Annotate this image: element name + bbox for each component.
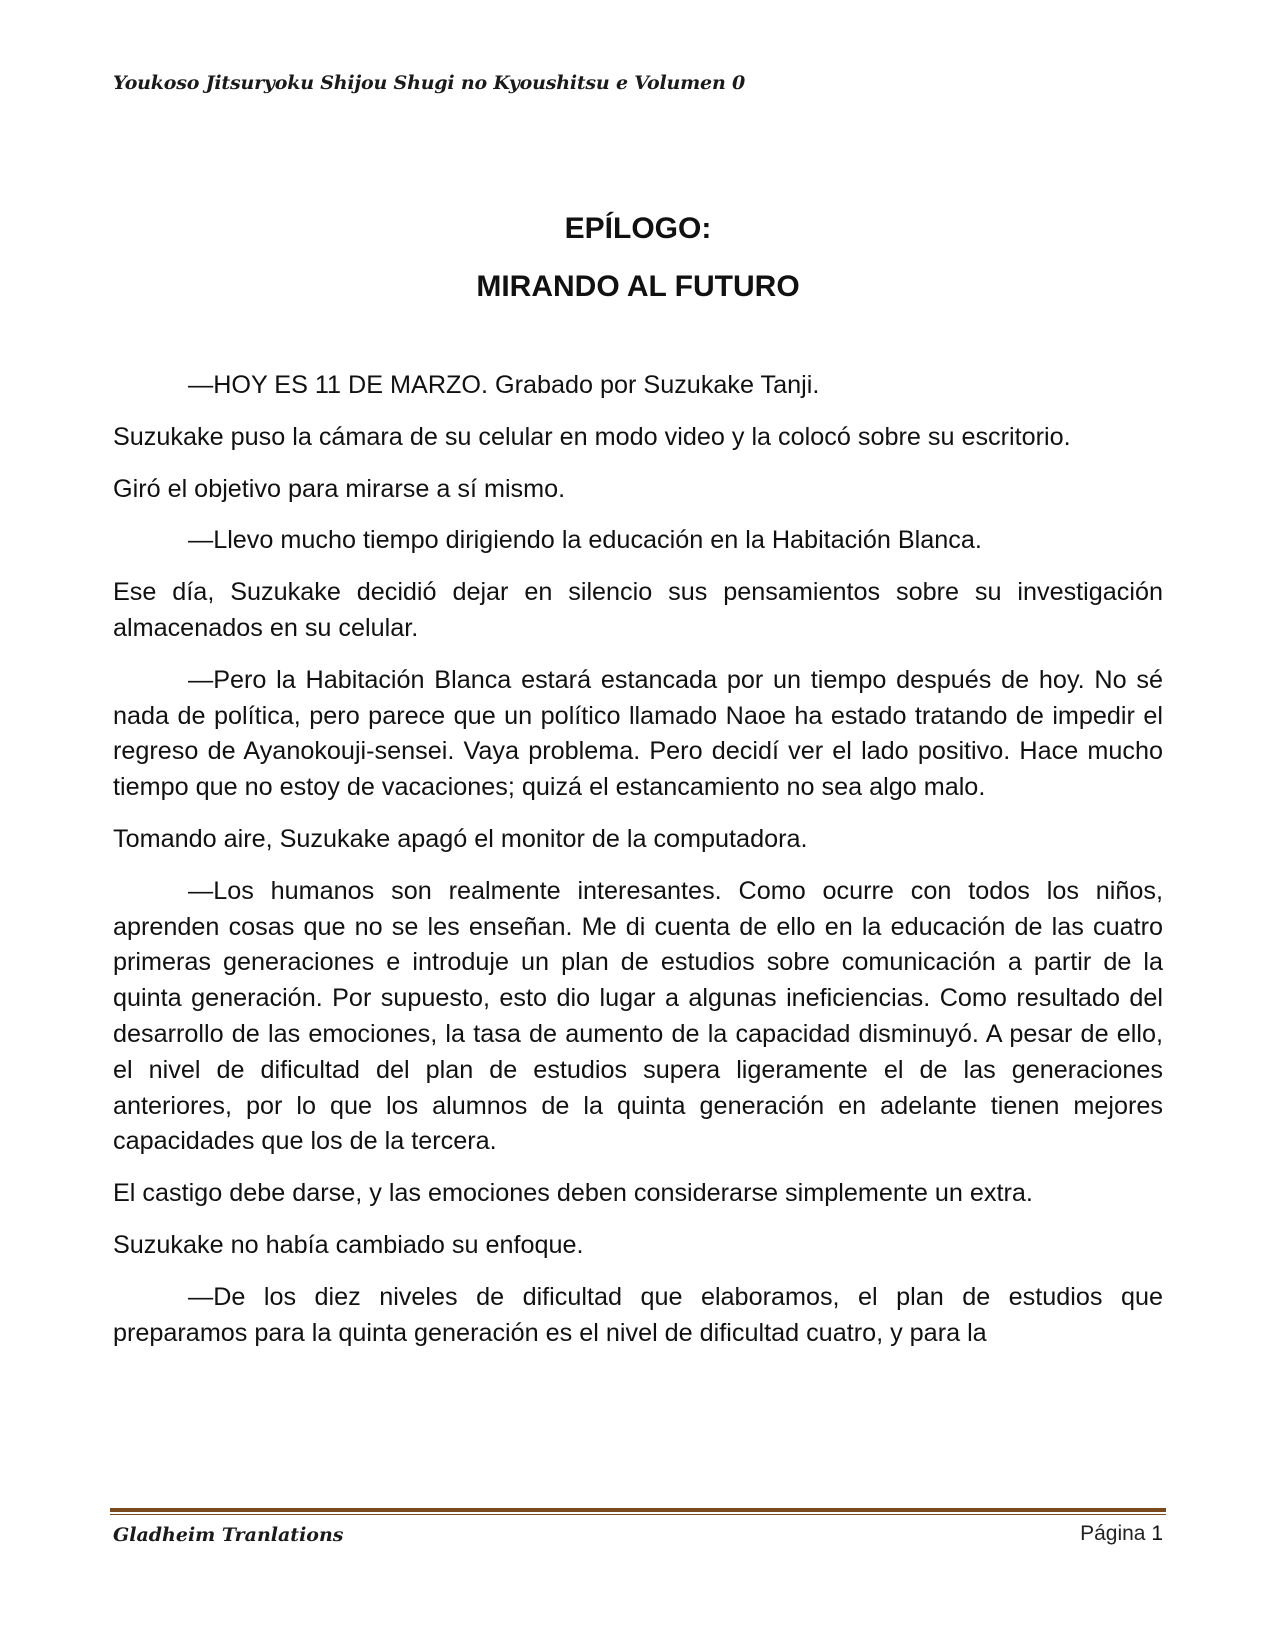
paragraph: El castigo debe darse, y las emociones deben considerarse simplemente un extra.: [113, 1179, 1033, 1208]
footer-divider-thick: [110, 1508, 1166, 1512]
paragraph: Ese día, Suzukake decidió dejar en silencio sus pensamientos sobre su investigación almacenados en su celular.: [113, 578, 1163, 642]
footer-publisher: Gladheim Tranlations: [113, 1524, 344, 1546]
footer-divider-thin: [110, 1514, 1166, 1515]
running-header: Youkoso Jitsuryoku Shijou Shugi no Kyoushitsu e Volumen 0: [113, 72, 745, 94]
paragraph: Tomando aire, Suzukake apagó el monitor de la computadora.: [113, 824, 808, 853]
chapter-title: [113, 200, 1163, 316]
chapter-title-line-2: MIRANDO AL FUTURO: [476, 270, 800, 303]
paragraph: —Pero la Habitación Blanca estará estancada por un tiempo después de hoy. No sé nada de política, pero parece que un político llamado Naoe ha estado tratando de impedir el regreso de Ayanokouji-sensei. Vaya problema. Pero decidí ver el lado positivo. Hace mucho tiempo que no estoy de vacaciones; quizá el estancamiento no sea algo malo.: [113, 665, 1163, 802]
paragraph: —Llevo mucho tiempo dirigiendo la educación en la Habitación Blanca.: [188, 526, 982, 555]
footer-divider: [110, 1508, 1166, 1515]
paragraph: —De los diez niveles de dificultad que elaboramos, el plan de estudios que preparamos para la quinta generación es el nivel de dificultad cuatro, y para la: [113, 1282, 1163, 1347]
page-label: Página: [1080, 1522, 1146, 1545]
paragraph: —Los humanos son realmente interesantes. Como ocurre con todos los niños, aprenden cosas que no se les enseñan. Me di cuenta de ello en la educación de las cuatro primeras generaciones e introduje un plan de estudios sobre comunicación a partir de la quinta generación. Por supuesto, esto dio lugar a algunas ineficiencias. Como resultado del desarrollo de las emociones, la tasa de aumento de la capacidad disminuyó. A pesar de ello, el nivel de dificultad del plan de estudios supera ligeramente el de las generaciones anteriores, por lo que los alumnos de la quinta generación en adelante tienen mejores capacidades que los de la tercera.: [113, 876, 1163, 1156]
paragraph: Suzukake no había cambiado su enfoque.: [113, 1230, 584, 1259]
page-number: 1: [1151, 1522, 1163, 1545]
page-number-label: [1080, 1522, 1163, 1546]
body-text: [113, 368, 1163, 1367]
paragraph: Suzukake puso la cámara de su celular en modo video y la colocó sobre su escritorio.: [113, 422, 1071, 451]
paragraph: —HOY ES 11 DE MARZO. Grabado por Suzukake Tanji.: [188, 371, 820, 399]
paragraph: Giró el objetivo para mirarse a sí mismo.: [113, 474, 566, 503]
chapter-title-line-1: EPÍLOGO:: [564, 212, 712, 245]
